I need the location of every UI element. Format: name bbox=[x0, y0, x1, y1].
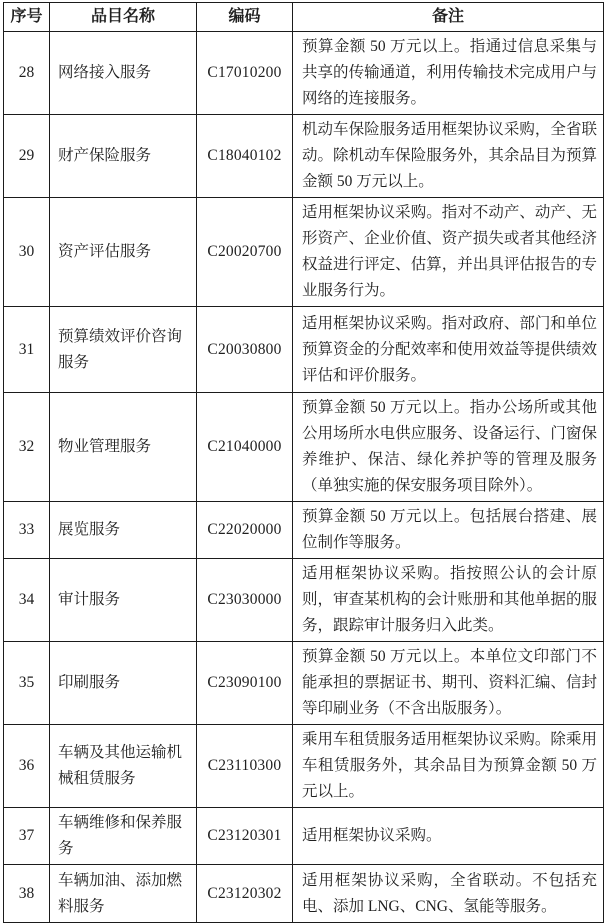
table-row bbox=[4, 725, 604, 808]
item-code: C20030800 bbox=[197, 307, 293, 393]
item-name: 网络接入服务 bbox=[50, 32, 197, 115]
item-name: 物业管理服务 bbox=[50, 393, 197, 502]
item-code: C23120301 bbox=[197, 808, 293, 865]
item-code: C20020700 bbox=[197, 198, 293, 307]
item-remark: 适用框架协议采购。指对不动产、动产、无形资产、企业价值、资产损失或者其他经济权益进行评定、估算，并出具评估报告的专业服务行为。 bbox=[293, 198, 604, 307]
item-name: 财产保险服务 bbox=[50, 115, 197, 198]
item-code: C21040000 bbox=[197, 393, 293, 502]
header-code: 编码 bbox=[197, 3, 293, 32]
table-row bbox=[4, 559, 604, 642]
row-serial-number: 29 bbox=[4, 115, 50, 198]
item-name: 资产评估服务 bbox=[50, 198, 197, 307]
table-row bbox=[4, 808, 604, 865]
table-row bbox=[4, 32, 604, 115]
header-remark: 备注 bbox=[293, 3, 604, 32]
row-serial-number: 35 bbox=[4, 642, 50, 725]
row-serial-number: 36 bbox=[4, 725, 50, 808]
item-remark: 适用框架协议采购，全省联动。不包括充电、添加 LNG、CNG、氢能等服务。 bbox=[293, 865, 604, 923]
table-row bbox=[4, 502, 604, 559]
item-code: C22020000 bbox=[197, 502, 293, 559]
item-code: C23110300 bbox=[197, 725, 293, 808]
item-code: C23090100 bbox=[197, 642, 293, 725]
item-name: 审计服务 bbox=[50, 559, 197, 642]
row-serial-number: 30 bbox=[4, 198, 50, 307]
row-serial-number: 34 bbox=[4, 559, 50, 642]
item-remark: 适用框架协议采购。指对政府、部门和单位预算资金的分配效率和使用效益等提供绩效评估和评价服务。 bbox=[293, 307, 604, 393]
row-serial-number: 31 bbox=[4, 307, 50, 393]
table-row bbox=[4, 115, 604, 198]
item-name: 车辆及其他运输机械租赁服务 bbox=[50, 725, 197, 808]
row-serial-number: 38 bbox=[4, 865, 50, 923]
item-name: 车辆维修和保养服务 bbox=[50, 808, 197, 865]
item-code: C17010200 bbox=[197, 32, 293, 115]
table-row bbox=[4, 642, 604, 725]
item-remark: 乘用车租赁服务适用框架协议采购。除乘用车租赁服务外，其余品目为预算金额 50 万元以上。 bbox=[293, 725, 604, 808]
table-row bbox=[4, 865, 604, 923]
item-remark: 适用框架协议采购。 bbox=[293, 808, 604, 865]
item-remark: 预算金额 50 万元以上。包括展台搭建、展位制作等服务。 bbox=[293, 502, 604, 559]
table-row bbox=[4, 198, 604, 307]
item-name: 预算绩效评价咨询服务 bbox=[50, 307, 197, 393]
header-item-name: 品目名称 bbox=[50, 3, 197, 32]
item-remark: 预算金额 50 万元以上。指办公场所或其他公用场所水电供应服务、设备运行、门窗保养维护、保洁、绿化养护等的管理及服务（单独实施的保安服务项目除外）。 bbox=[293, 393, 604, 502]
procurement-catalog-table bbox=[3, 2, 604, 923]
row-serial-number: 32 bbox=[4, 393, 50, 502]
table-row bbox=[4, 307, 604, 393]
row-serial-number: 37 bbox=[4, 808, 50, 865]
item-name: 印刷服务 bbox=[50, 642, 197, 725]
item-code: C23030000 bbox=[197, 559, 293, 642]
header-serial-number: 序号 bbox=[4, 3, 50, 32]
item-name: 展览服务 bbox=[50, 502, 197, 559]
item-remark: 预算金额 50 万元以上。指通过信息采集与共享的传输通道，利用传输技术完成用户与网络的连接服务。 bbox=[293, 32, 604, 115]
item-code: C23120302 bbox=[197, 865, 293, 923]
item-name: 车辆加油、添加燃料服务 bbox=[50, 865, 197, 923]
table-row bbox=[4, 393, 604, 502]
item-remark: 预算金额 50 万元以上。本单位文印部门不能承担的票据证书、期刊、资料汇编、信封等印刷业务（不含出版服务）。 bbox=[293, 642, 604, 725]
item-code: C18040102 bbox=[197, 115, 293, 198]
item-remark: 机动车保险服务适用框架协议采购，全省联动。除机动车保险服务外，其余品目为预算金额 50 万元以上。 bbox=[293, 115, 604, 198]
table-header-row bbox=[4, 3, 604, 32]
row-serial-number: 28 bbox=[4, 32, 50, 115]
item-remark: 适用框架协议采购。指按照公认的会计原则，审查某机构的会计账册和其他单据的服务，跟踪审计服务归入此类。 bbox=[293, 559, 604, 642]
row-serial-number: 33 bbox=[4, 502, 50, 559]
